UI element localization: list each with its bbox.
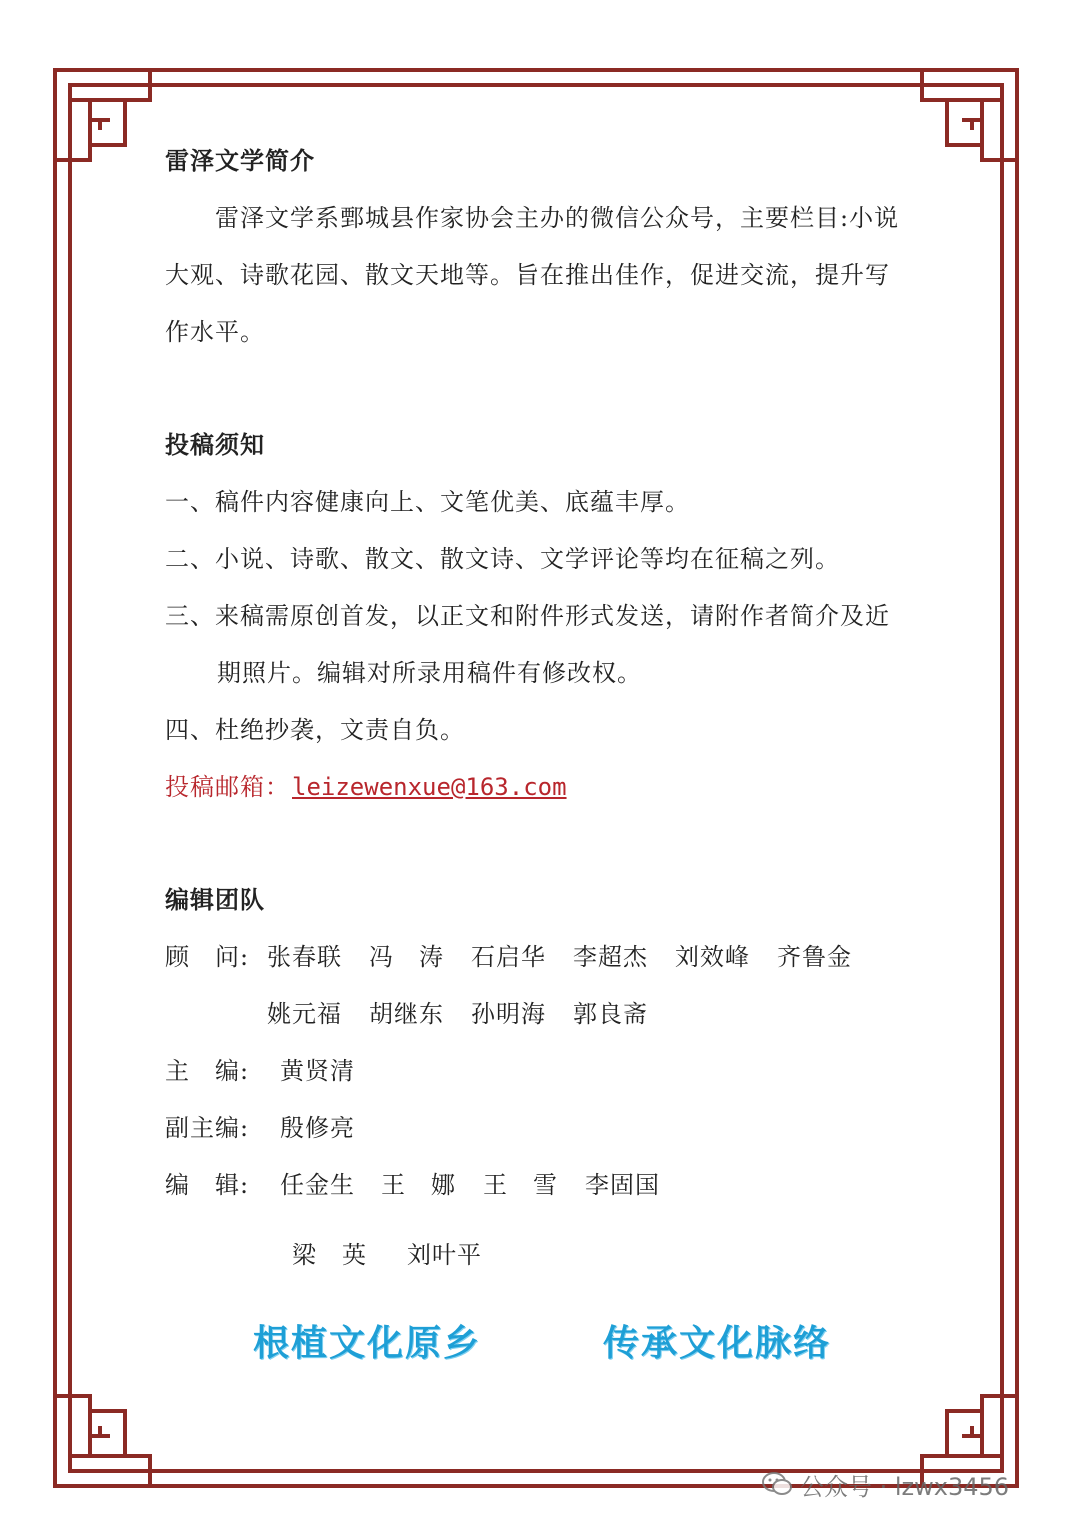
- editor-name: 王 娜: [381, 1171, 456, 1199]
- intro-title: 雷泽文学简介: [165, 146, 315, 175]
- submission-item-2: 二、小说、诗歌、散文、散文诗、文学评论等均在征稿之列。: [165, 545, 840, 573]
- advisor-name: 冯 涛: [369, 943, 444, 971]
- deputy-editor-name: 殷修亮: [280, 1114, 355, 1142]
- watermark-text: 公众号 · lzwx3456: [800, 1472, 1010, 1501]
- advisor-name: 郭良斋: [573, 1000, 648, 1028]
- editor-name: 梁 英: [292, 1241, 367, 1269]
- slogan-left: 根植文化原乡: [253, 1323, 482, 1364]
- chief-editor-name: 黄贤清: [280, 1057, 355, 1085]
- advisor-name: 齐鲁金: [777, 943, 852, 971]
- submission-title: 投稿须知: [165, 430, 265, 459]
- advisor-name: 李超杰: [573, 943, 648, 971]
- wechat-icon: [762, 1471, 792, 1497]
- email-link[interactable]: leizewenxue@163.com: [292, 773, 567, 801]
- slogan-right: 传承文化脉络: [603, 1323, 832, 1364]
- email-label: 投稿邮箱：: [165, 773, 290, 801]
- editor-name: 任金生: [280, 1171, 355, 1199]
- submission-item-3: 三、来稿需原创首发，以正文和附件形式发送，请附作者简介及近: [165, 602, 890, 630]
- intro-line-3: 作水平。: [165, 318, 265, 346]
- editor-name: 李固国: [585, 1171, 660, 1199]
- advisor-name: 姚元福: [267, 1000, 342, 1028]
- intro-line-2: 大观、诗歌花园、散文天地等。旨在推出佳作，促进交流，提升写: [165, 261, 890, 289]
- editor-name: 刘叶平: [407, 1241, 482, 1269]
- account-watermark: [762, 1468, 1009, 1500]
- team-title: 编辑团队: [165, 885, 265, 914]
- editor-name: 王 雪: [483, 1171, 558, 1199]
- advisor-name: 胡继东: [369, 1000, 444, 1028]
- submission-item-1: 一、稿件内容健康向上、文笔优美、底蕴丰厚。: [165, 488, 690, 516]
- advisor-name: 石启华: [471, 943, 546, 971]
- advisor-name: 刘效峰: [675, 943, 750, 971]
- advisors-label: 顾 问:: [165, 943, 250, 971]
- deputy-editor-label: 副主编:: [165, 1114, 250, 1142]
- chief-editor-label: 主 编:: [165, 1057, 250, 1085]
- intro-line-1: 雷泽文学系鄄城县作家协会主办的微信公众号，主要栏目:小说: [215, 204, 900, 232]
- submission-item-4: 四、杜绝抄袭，文责自负。: [165, 716, 465, 744]
- advisor-name: 张春联: [267, 943, 342, 971]
- editors-label: 编 辑:: [165, 1171, 250, 1199]
- advisor-name: 孙明海: [471, 1000, 546, 1028]
- submission-item-3-cont: 期照片。编辑对所录用稿件有修改权。: [217, 659, 642, 687]
